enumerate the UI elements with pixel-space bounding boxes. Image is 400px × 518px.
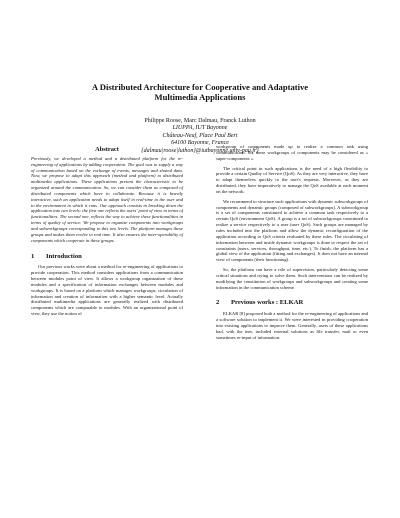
right-paragraph-1: workgroup of components made up to realize a common task using communication. So, these workgroups of components may be considered as « super-components ».: [216, 144, 368, 161]
affiliation-line-3: 64100 Bayonne, France: [171, 140, 229, 147]
title-line-1: A Distributed Architecture for Cooperative and Adaptative: [91, 82, 309, 92]
section-2-heading: [216, 300, 368, 306]
abstract-heading: Abstract: [95, 146, 119, 153]
left-column: [31, 147, 183, 321]
affiliation-line-1: LIUPPA, IUT Bayonne: [172, 125, 228, 132]
right-paragraph-4: So, the platform can have a role of supervision, particularly detecting some critical situations and trying to solve them. Such interventions can be realized by modifying the constitution of workgroups and subworkgroups and creating some information in the communication scheme.: [216, 267, 368, 290]
paper-title: [40, 82, 360, 102]
section-2-paragraph-1: ELKAR [8] proposed both a method for the re-engineering of applications and a software solution to implement it. We were interested in providing cooperation into existing applications to improve them. Generally, users of these applications had, with the tner, included external solutions as file transfer, mail or even sometimes re-input of information.: [216, 311, 368, 340]
section-2-number: 2: [216, 299, 220, 307]
author-email: {dalmau|roose|luthon}@iutbayonne.univ-pau.fr}: [141, 147, 259, 154]
affiliation-line-2: Château-Neuf, Place Paul Bert: [162, 132, 238, 139]
right-paragraph-3: We recommend to structure such applications with dynamic subworkgroups of components and dynamic groups (composed of subworkgroups). A subworkgroup is a set of components constituted to achieve a common task respectively to a certain QoS (environment QoS). A group is a set of subworkgroups constituted to realize a service respectively to a user (user QoS). Such groups are managed by rules included into the platform and allow the dynamic reconfiguration of the application according to QoS criteria evaluated by these rules. The circulating of information between and inside dynamic workgroups is done to respect the set of constraints (users, services, throughput, time, etc.). To finish, the platform has a global view of the application (fitting and exchanges). It does not have an internal view of components (their functioning).: [216, 198, 368, 263]
abstract-text: Previously, we developed a method and a distributed platform for the re-engineering of applications by adding cooperation. The goal was to supply a way of communication based on the exchange of events, messages and shared data. Now, we propose to adapt this approach (method and platform) to distributed multimedia applications. These applications present the characteristic to be organized around the communication. So, we can consider them as composed of distributed components which have to collaborate. Because it is heavily interactive, such an application needs to adapt itself in real-time to the user and to the environment in which it runs. Our approach consists in breaking down the application into two levels: the first one reflects the users' point of view in terms of functionalities. The second one, reflects the way to achieve these functionalities in terms of quality of service. We propose to organize components into workgroups and subworkgroups corresponding to this two levels. The platform manages these groups and makes them evolve in real time. It also ensures the inter-operability of components which cooperate in these groups.: [31, 155, 184, 243]
section-1-heading: [31, 254, 183, 260]
right-paragraph-2: The critical point in such applications is the need of a high flexibility to provide a certain Quality of Service (QoS). As they are very interactive, they have to adapt themselves quickly to the user's requests. Moreover, as they are distributed, they have imperatively to manage the QoS available at each moment on the network.: [216, 165, 368, 194]
author-names: Philippe Roose, Marc Dalmau, Franck Luthon: [144, 118, 256, 124]
right-column: [216, 144, 368, 344]
section-2-title: Previous works : ELKAR: [231, 299, 304, 307]
section-1-paragraph-1: Our previous works were about a method for re-engineering of applications to provide cooperation. This method considers applications from a communication between modules point of view. It allows a workgroup organization of these modules and a specification of information exchanges between modules and workgroups. It is based on a platform which manages workgroups, circulation of information and creation of information with a higher semantic level. Actually distributed multimedia applications are generally realized with distributed components which are comparable to modules. With an organizational point of view, they use the notion of: [31, 264, 183, 317]
title-line-2: Multimedia Applications: [154, 92, 246, 102]
section-1-number: 1: [31, 252, 35, 260]
section-1-title: Introduction: [46, 252, 82, 260]
